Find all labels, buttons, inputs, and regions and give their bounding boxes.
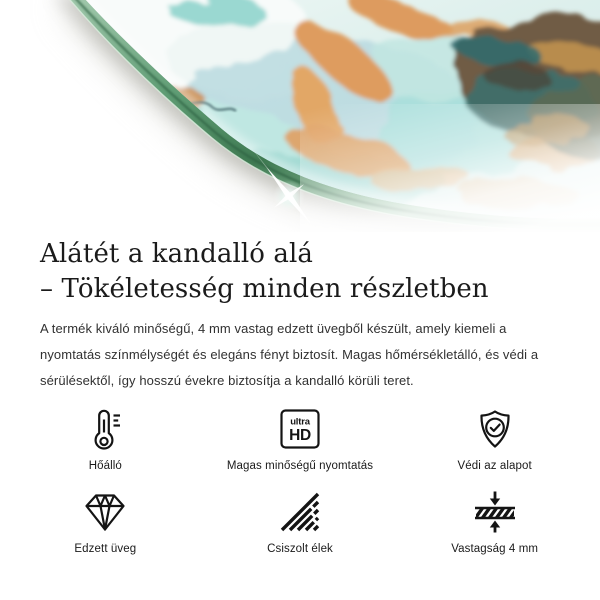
thermometer-icon (82, 406, 128, 452)
feature-label: Védi az alapot (457, 460, 532, 472)
feature-print-quality (203, 406, 398, 472)
product-copy (0, 232, 600, 394)
page-title (40, 237, 560, 307)
feature-protects-base (397, 406, 592, 472)
feature-thickness (397, 489, 592, 555)
thickness-icon (472, 489, 518, 535)
features-grid (8, 406, 592, 555)
ultra-hd-icon-text-top: ultra (290, 416, 310, 428)
ultra-hd-icon (277, 406, 323, 452)
feature-label: Magas minőségű nyomtatás (226, 460, 374, 472)
diamond-icon (82, 489, 128, 535)
ultra-hd-icon-text-bottom: HD (289, 427, 311, 444)
page-title-line2: – Tökéletesség minden részletben (40, 274, 489, 304)
feature-label: Edzett üveg (74, 543, 137, 555)
feature-tempered-glass (8, 489, 203, 555)
product-description: A termék kiváló minőségű, 4 mm vastag edzett üvegből készült, amely kiemeli a nyomtatás színmélységét és elegáns fényt biztosít. Magas hőmérsékletálló, és védi a sérülésektől, így hosszú évekre biztosítja a kandalló körüli teret. (40, 321, 539, 388)
polished-edges-icon (277, 489, 323, 535)
product-photo (0, 0, 600, 232)
photo-fade (300, 104, 600, 232)
feature-label: Hőálló (88, 460, 122, 472)
feature-label: Csiszolt élek (267, 543, 333, 555)
page-title-line1: Alátét a kandalló alá (40, 239, 314, 269)
feature-polished-edges (203, 489, 398, 555)
feature-label: Vastagság 4 mm (451, 543, 539, 555)
feature-heat-resistant (8, 406, 203, 472)
glass-mat-image (0, 0, 600, 232)
shield-check-icon (472, 406, 518, 452)
